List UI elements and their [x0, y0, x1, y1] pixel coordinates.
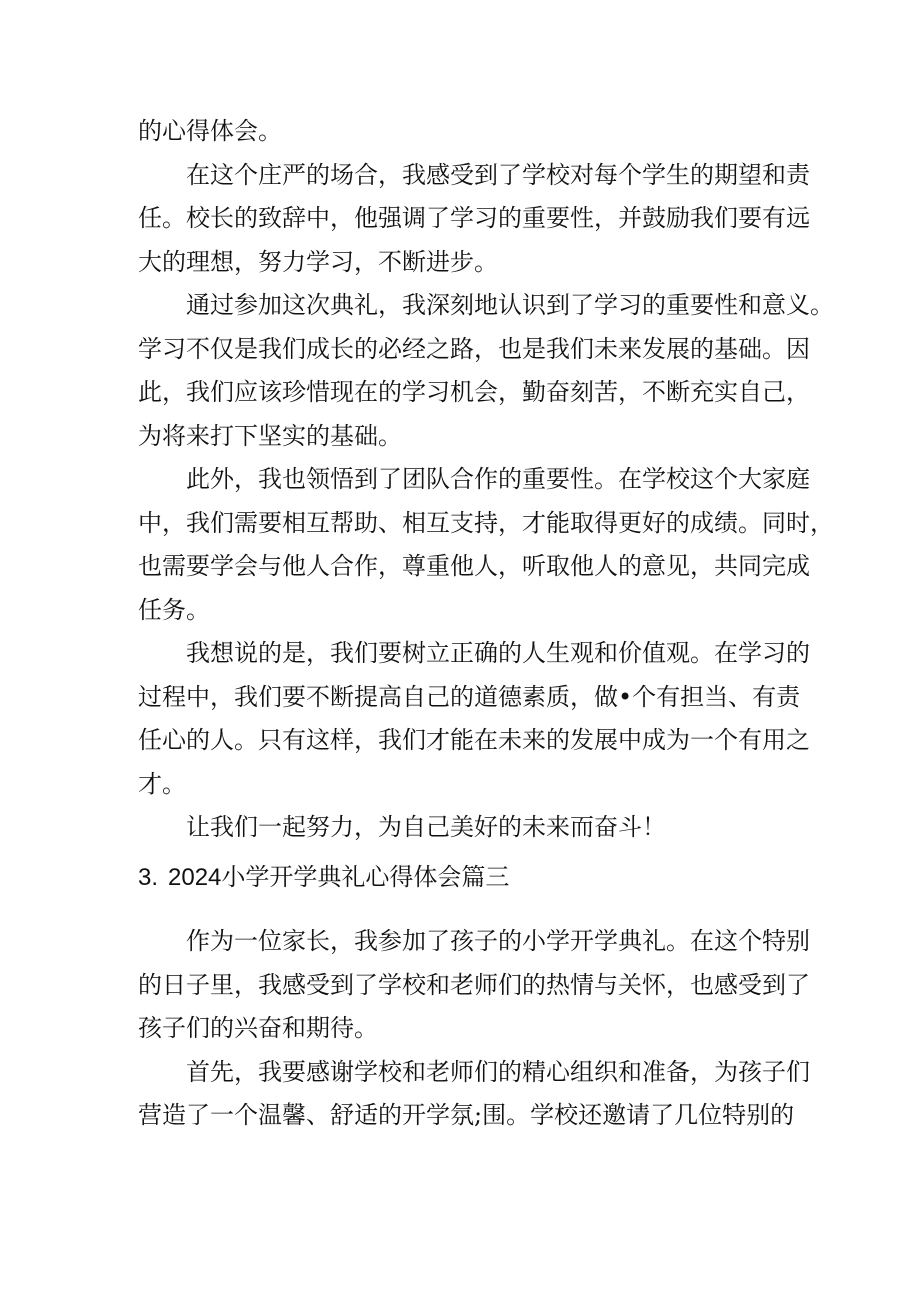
text-line: 此，我们应该珍惜现在的学习机会，勤奋刻苦，不断充实自己，: [138, 378, 810, 406]
text-line: 才。: [138, 769, 186, 798]
text-line: 为将来打下坚实的基础。: [138, 421, 402, 450]
text-line: 的心得体会。: [138, 117, 282, 145]
text-line: 过程中，我们要不断提高自己的道德素质，做•个有担当、有责: [138, 682, 801, 711]
text-line: 通过参加这次典礼，我深刻地认识到了学习的重要性和意义。: [186, 291, 834, 319]
text-block-1: [138, 110, 834, 850]
section-heading: [138, 858, 784, 898]
text-line: 孩子们的兴奋和期待。: [138, 1014, 378, 1042]
text-line: 任。校长的致辞中，他强调了学习的重要性，并鼓励我们要有远: [138, 204, 810, 232]
text-line: 营造了一个温馨、舒适的开学氛;围。学校还邀请了几位特别的: [138, 1101, 795, 1129]
text-line: 学习不仅是我们成长的必经之路，也是我们未来发展的基础。因: [138, 334, 810, 363]
text-line: 作为一位家长，我参加了孩子的小学开学典礼。在这个特别: [186, 927, 810, 955]
text-line: 首先，我要感谢学校和老师们的精心组织和准备，为孩子们: [186, 1057, 810, 1086]
text-line: 任务。: [138, 595, 210, 624]
text-line: 也需要学会与他人合作，尊重他人，听取他人的意见，共同完成: [138, 552, 810, 580]
section-title: 2024小学开学典礼心得体会篇三: [168, 864, 510, 891]
section-number: 3.: [138, 864, 159, 891]
text-line: 任心的人。只有这样，我们才能在未来的发展中成为一个有用之: [138, 726, 810, 754]
text-line: 在这个庄严的场合，我感受到了学校对每个学生的期望和责: [186, 160, 810, 189]
text-block-2: [138, 920, 810, 1138]
text-line: 此外，我也领悟到了团队合作的重要性。在学校这个大家庭: [186, 465, 810, 493]
text-line: 中，我们需要相互帮助、相互支持，才能取得更好的成绩。同时，: [138, 508, 834, 537]
text-line: 让我们一起努力，为自己美好的未来而奋斗！: [186, 813, 666, 841]
text-line: 大的理想，努力学习，不断进步。: [138, 247, 498, 276]
text-line: 的日子里，我感受到了学校和老师们的热情与关怀，也感受到了: [138, 970, 810, 999]
text-line: 我想说的是，我们要树立正确的人生观和价值观。在学习的: [186, 639, 810, 667]
